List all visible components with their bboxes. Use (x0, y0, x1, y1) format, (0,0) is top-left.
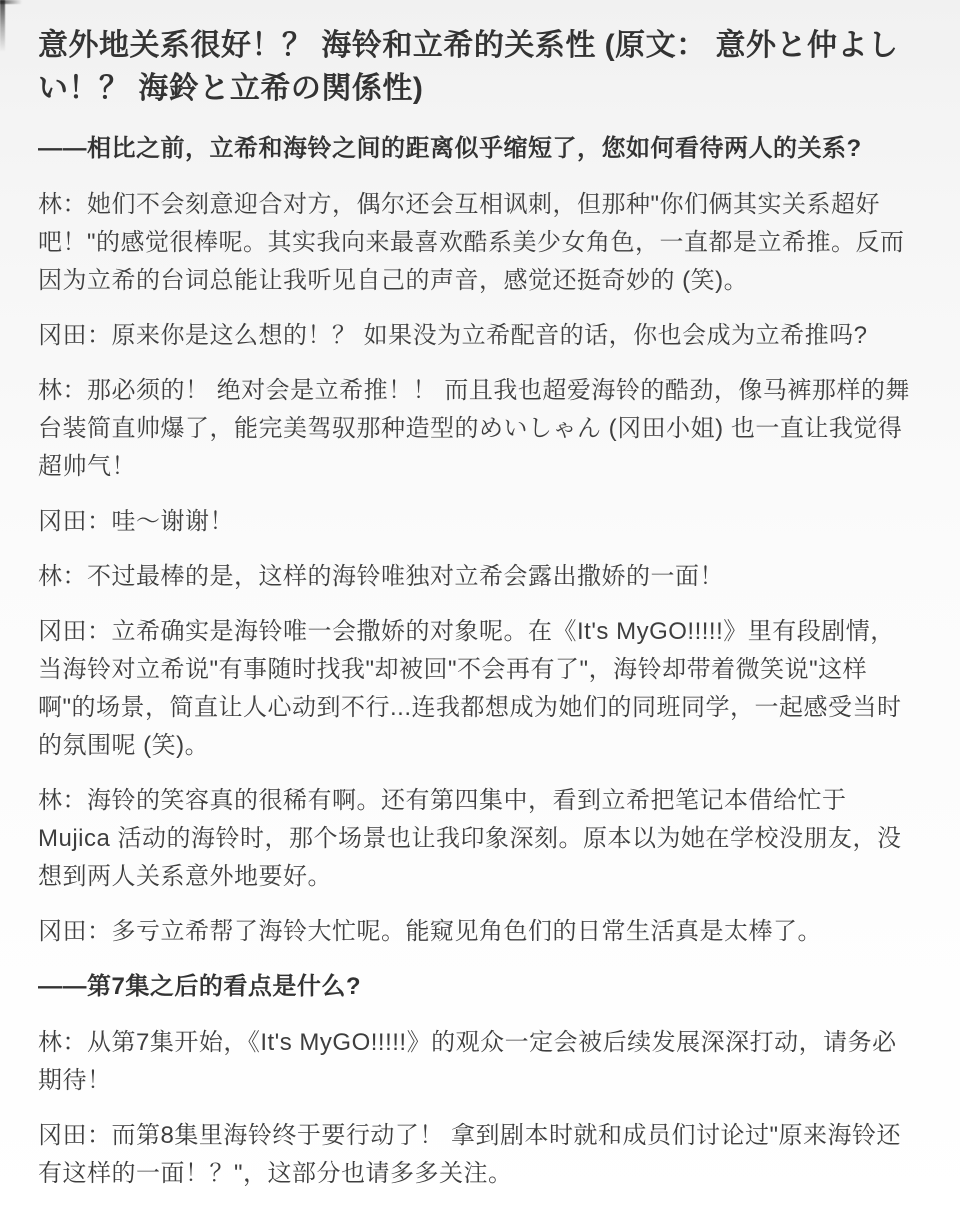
dialogue-paragraph (38, 503, 918, 541)
article-title: 意外地关系很好！？ 海铃和立希的关系性 (原文： 意外と仲よしい！？ 海鈴と立希の関係性) (38, 29, 899, 105)
dialogue-text: 不过最棒的是，这样的海铃唯独对立希会露出撒娇的一面！ (87, 563, 724, 590)
dialogue-text: 而第8集里海铃终于要行动了！ 拿到剧本时就和成员们讨论过"原来海铃还有这样的一面！？"，这部分也请多多关注。 (38, 1122, 902, 1187)
article-body (38, 130, 918, 1193)
speaker-label: 冈田： (38, 322, 112, 349)
dialogue-paragraph (38, 317, 918, 355)
dialogue-text: 那必须的！ 绝对会是立希推！！ 而且我也超爱海铃的酷劲，像马裤那样的舞台装简直帅爆了，能完美驾驭那种造型的めいしゃん (冈田小姐) 也一直让我觉得超帅气！ (38, 377, 910, 480)
speaker-label: 冈田： (38, 618, 112, 645)
screenshot-edge-artifact-top (0, 0, 22, 4)
question-text: ——第7集之后的看点是什么? (38, 973, 362, 1000)
dialogue-paragraph (38, 1117, 918, 1193)
speaker-label: 冈田： (38, 1122, 112, 1149)
interview-question (38, 130, 918, 168)
dialogue-paragraph (38, 613, 918, 765)
speaker-label: 冈田： (38, 918, 112, 945)
question-text: ——相比之前，立希和海铃之间的距离似乎缩短了，您如何看待两人的关系? (38, 135, 862, 162)
dialogue-text: 立希确实是海铃唯一会撒娇的对象呢。在《It's MyGO!!!!!》里有段剧情，当海铃对立希说"有事随时找我"却被回"不会再有了"，海铃却带着微笑说"这样啊"的场景，简直让人心动到不行...连我都想成为她们的同班同学，一起感受当时的氛围呢 (笑)。 (38, 618, 902, 759)
dialogue-text: 多亏立希帮了海铃大忙呢。能窥见角色们的日常生活真是太棒了。 (111, 918, 822, 945)
speaker-label: 林： (38, 1029, 87, 1056)
interview-question (38, 968, 918, 1006)
screenshot-edge-artifact (0, 0, 5, 52)
dialogue-paragraph (38, 372, 918, 486)
speaker-label: 林： (38, 377, 87, 404)
dialogue-paragraph (38, 1024, 918, 1100)
speaker-label: 林： (38, 787, 87, 814)
dialogue-text: 从第7集开始，《It's MyGO!!!!!》的观众一定会被后续发展深深打动，请务必期待！ (38, 1029, 897, 1094)
dialogue-text: 海铃的笑容真的很稀有啊。还有第四集中，看到立希把笔记本借给忙于 Mujica 活动的海铃时，那个场景也让我印象深刻。原本以为她在学校没朋友，没想到两人关系意外地要好。 (38, 787, 902, 890)
dialogue-text: 原来你是这么想的！？ 如果没为立希配音的话，你也会成为立希推吗? (111, 322, 868, 349)
dialogue-text: 她们不会刻意迎合对方，偶尔还会互相讽刺，但那种"你们俩其实关系超好吧！"的感觉很棒呢。其实我向来最喜欢酷系美少女角色，一直都是立希推。反而因为立希的台词总能让我听见自己的声音，感觉还挺奇妙的 (笑)。 (38, 191, 905, 294)
dialogue-paragraph (38, 782, 918, 896)
dialogue-text: 哇～谢谢！ (111, 508, 234, 535)
speaker-label: 林： (38, 191, 87, 218)
dialogue-paragraph (38, 913, 918, 951)
speaker-label: 冈田： (38, 508, 112, 535)
dialogue-paragraph (38, 558, 918, 596)
dialogue-paragraph (38, 186, 918, 300)
speaker-label: 林： (38, 563, 87, 590)
